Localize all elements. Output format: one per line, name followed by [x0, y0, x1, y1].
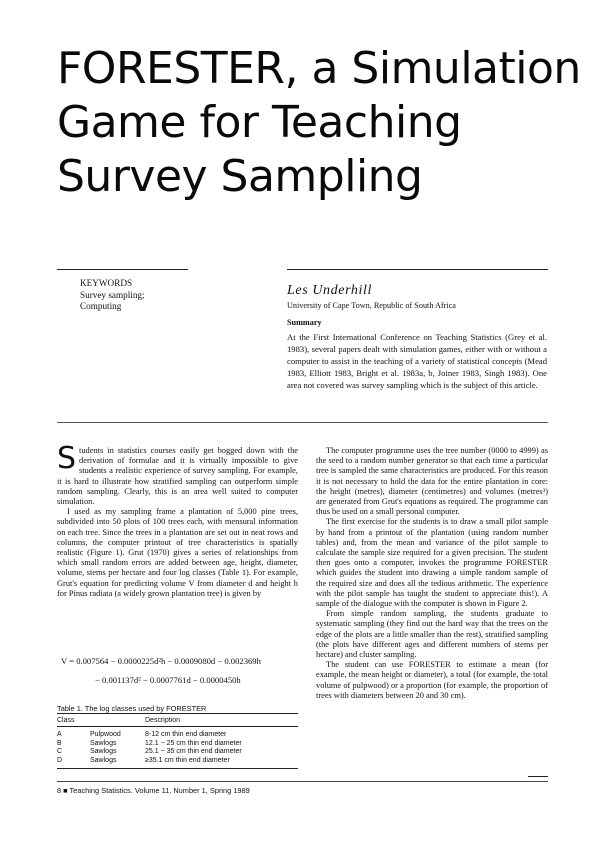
volume-equation-line-1: V = 0.007564 − 0.0000225d²h − 0.0009080d − 0.002369h — [61, 656, 261, 666]
footer-rule — [57, 781, 548, 782]
volume-equation-line-2: − 0.001137d² − 0.0007761d − 0.0000450h — [95, 675, 241, 685]
table-header-description: Description — [145, 714, 298, 727]
table-header-class: Class — [57, 714, 90, 727]
author-name: Les Underhill — [287, 283, 372, 298]
keywords-rule — [57, 269, 188, 270]
keywords-block — [80, 278, 240, 313]
summary-bottom-rule — [57, 422, 548, 423]
table-caption: Table 1. The log classes used by FORESTER — [57, 704, 207, 713]
author-affiliation: University of Cape Town, Republic of South Africa — [287, 301, 456, 310]
title-line-2: Game for Teaching — [57, 97, 462, 148]
summary-heading: Summary — [287, 318, 322, 327]
table-row: B Sawlogs 12.1 − 25 cm thin end diameter — [57, 739, 242, 747]
title-line-3: Survey Sampling — [57, 151, 423, 202]
left-column — [57, 441, 298, 599]
article-title — [57, 42, 581, 204]
paragraph: I used as my sampling frame a plantation of 5,000 pine trees, subdivided into 50 plots of 100 trees each, with mensural information on each tree. Since the trees in a plantation are set out in neat rows and columns, the computer printout of tree characteristics is spatially realistic (Figure 1). Grut (1970) gives a series of relationships from which small random errors are added between age, height, diameter, volume, stems per hectare and four log classes (Table 1). For example, Grut's equation for predicting volume V from diameter d and height h for Pinus radiata (a widely grown plantation tree) is given by — [57, 507, 298, 598]
right-column — [316, 446, 548, 701]
keyword-item: Computing — [80, 301, 122, 311]
table-row: D Sawlogs ≥35.1 cm thin end diameter — [57, 757, 298, 769]
table-row: A Pulpwood 8-12 cm thin end diameter — [57, 731, 227, 738]
drop-cap: S — [57, 441, 77, 476]
page-footer: 8 ■ Teaching Statistics. Volume 11, Number 1, Spring 1989 — [57, 786, 250, 795]
paragraph: The computer programme uses the tree number (0000 to 4999) as the seed to a random number generator so that each time a particular tree is sampled the same characteristics are produced. For this reason it is not necessary to hold the data for the entire plantation in core: the height (metres), diameter (centimetres) and volumes (metres³) are generated from Grut's equations as required. The programme can thus be used on a small personal computer. — [316, 446, 548, 517]
log-classes-table — [57, 714, 298, 769]
table-row: C Sawlogs 25.1 − 35 cm thin end diameter — [57, 748, 242, 756]
keywords-heading: KEYWORDS — [80, 278, 133, 288]
summary-text: At the First International Conference on Teaching Statistics (Grey et al. 1983), several papers dealt with simulation games, either with or without a computer to assist in the teaching of a variety of statistical concepts (Mead 1983, Elliott 1983, Bright et al. 1983a, b, Joiner 1983, Singh 1983). One area not covered was survey sampling which is the subject of this article. — [287, 332, 547, 390]
paragraph: The first exercise for the students is to draw a small pilot sample by hand from a printout of the plantation (using random number tables) and, from the mean and variance of the pilot sample to calculate the sample size required for a given precision. The student then goes onto a computer, invokes the programme FORESTER which guides the student into drawing a simple random sample of the required size and does all the tedious arithmetic. The experience with the pilot sample has taught the student to appreciate this!). A sample of the dialogue with the computer is shown in Figure 2. — [316, 517, 548, 609]
title-line-1: FORESTER, a Simulation — [57, 43, 581, 94]
paragraph: Students in statistics courses easily get bogged down with the derivation of formulae and it is virtually impossible to give students a realistic experience of survey sampling. For example, it is hard to illustrate how stratified sampling can outperform simple random sampling. Clearly, this is an area well suited to computer simulation. — [57, 441, 298, 507]
column-end-rule — [528, 776, 548, 777]
paragraph: From simple random sampling, the students graduate to systematic sampling (they find out the hard way that the trees on the edge of the plots are a little smaller than the rest), stratified sampling (the plots have different ages and different numbers of stems per hectare) and cluster sampling. — [316, 609, 548, 660]
keyword-item: Survey sampling; — [80, 289, 145, 300]
paragraph: The student can use FORESTER to estimate a mean (for example, the mean height or diameter), a total (for example, the total volume of pulpwood) or a proportion (for example, the proportion of trees with diameters between 20 and 30 cm). — [316, 660, 548, 700]
author-rule — [287, 269, 548, 270]
